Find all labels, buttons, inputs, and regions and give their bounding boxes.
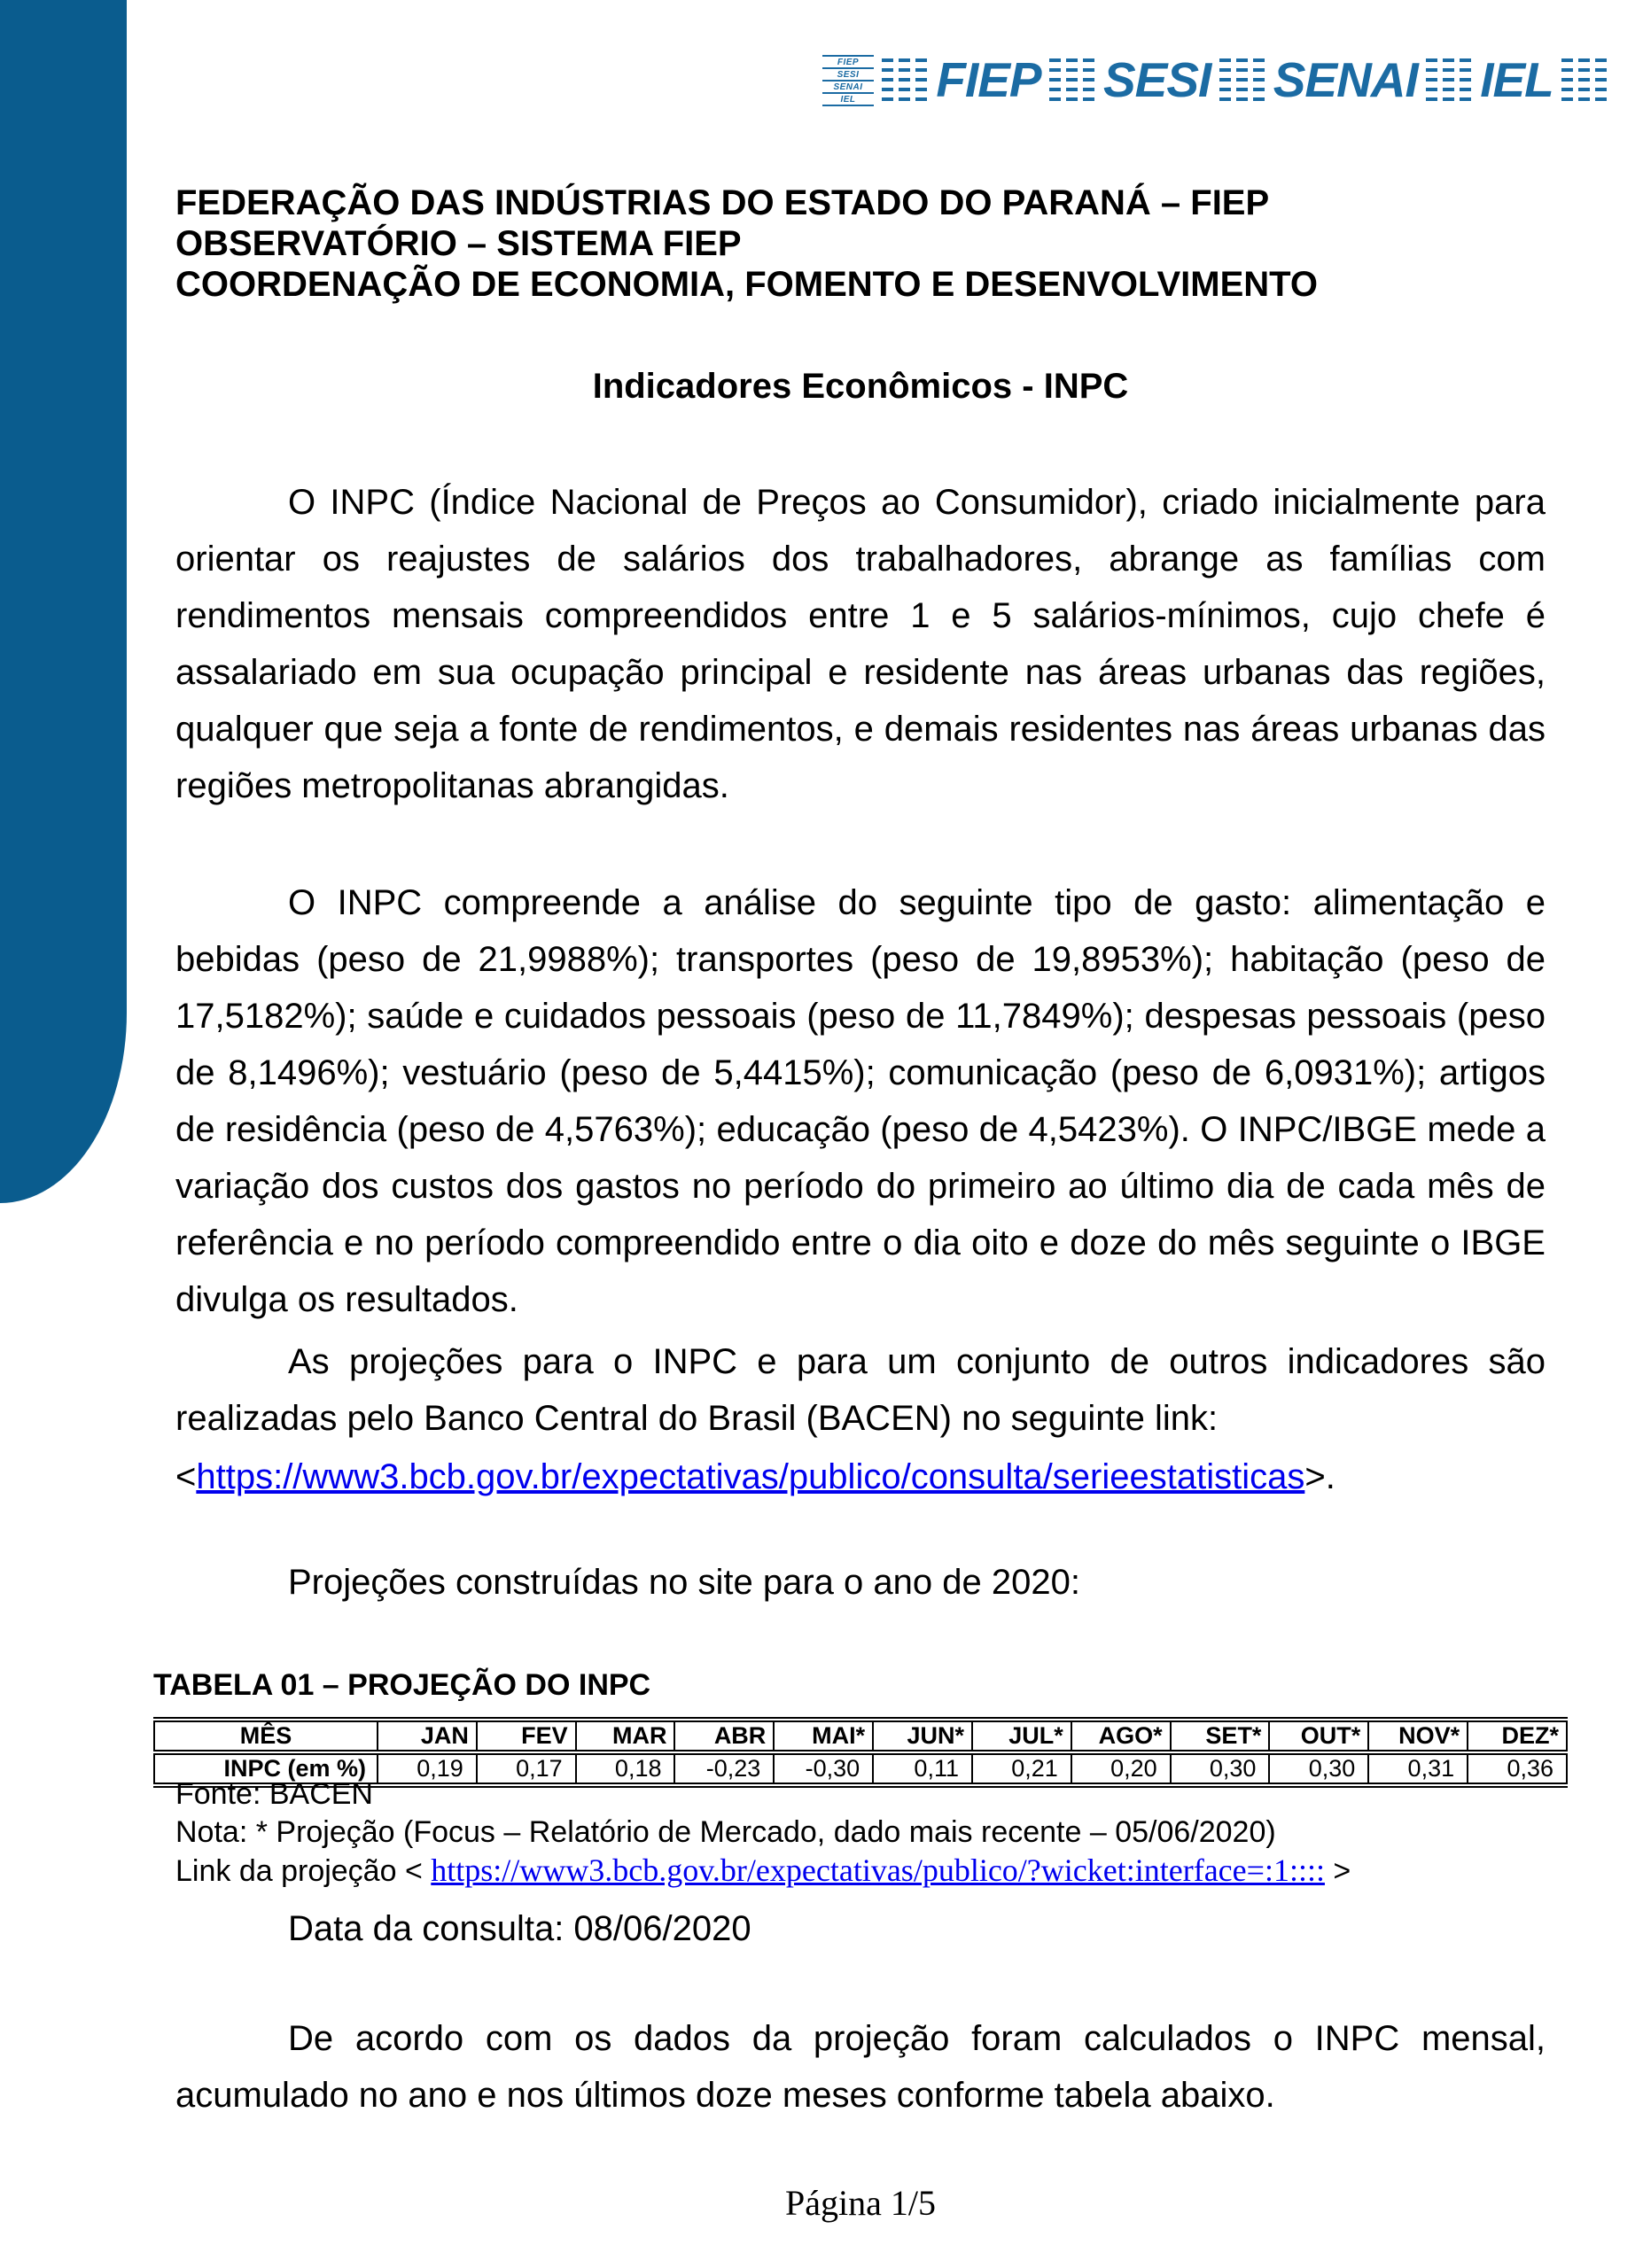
column-header-month: JUN* xyxy=(873,1720,972,1752)
logo-word-fiep: FIEP xyxy=(936,52,1041,107)
inpc-value: 0,17 xyxy=(477,1752,576,1785)
column-header-month: OUT* xyxy=(1269,1720,1368,1752)
table-header-row xyxy=(154,1720,1567,1752)
column-header-month: FEV xyxy=(477,1720,576,1752)
table-caption: TABELA 01 – PROJEÇÃO DO INPC xyxy=(153,1668,651,1702)
inpc-value: 0,11 xyxy=(873,1752,972,1785)
letterhead xyxy=(175,183,1546,305)
bacen-projection-link[interactable]: https://www3.bcb.gov.br/expectativas/publico/?wicket:interface=:1:::: xyxy=(431,1852,1325,1888)
column-header-month: SET* xyxy=(1171,1720,1270,1752)
fiep-system-logo xyxy=(822,52,1608,107)
inpc-value: 0,19 xyxy=(378,1752,477,1785)
dashes-icon xyxy=(1049,55,1095,106)
inpc-value: 0,21 xyxy=(972,1752,1071,1785)
letterhead-line-1: FEDERAÇÃO DAS INDÚSTRIAS DO ESTADO DO PARANÁ – FIEP xyxy=(175,183,1270,222)
inpc-value: -0,23 xyxy=(674,1752,774,1785)
row-label-inpc: INPC (em %) xyxy=(154,1752,378,1785)
projection-link-suffix: > xyxy=(1324,1854,1351,1888)
column-header-month: NOV* xyxy=(1368,1720,1468,1752)
dashes-icon xyxy=(882,55,928,106)
emblem-row-fiep: FIEP xyxy=(822,57,874,69)
paragraph-calculations: De acordo com os dados da projeção foram calculados o INPC mensal, acumulado no ano e nos últimos doze meses conforme tabela abaixo. xyxy=(175,2019,1546,2115)
page-title: Indicadores Econômicos - INPC xyxy=(592,367,1129,406)
column-header-mes: MÊS xyxy=(154,1720,378,1752)
inpc-value: 0,36 xyxy=(1468,1752,1567,1785)
bacen-series-link[interactable]: https://www3.bcb.gov.br/expectativas/publico/consulta/serieestatisticas xyxy=(196,1457,1305,1496)
logo-word-iel: IEL xyxy=(1480,52,1553,107)
source-line: Fonte: BACEN xyxy=(175,1777,373,1811)
column-header-month: DEZ* xyxy=(1468,1720,1567,1752)
letterhead-line-3: COORDENAÇÃO DE ECONOMIA, FOMENTO E DESENVOLVIMENTO xyxy=(175,265,1318,304)
inpc-value: -0,30 xyxy=(774,1752,873,1785)
inpc-value: 0,31 xyxy=(1368,1752,1468,1785)
bacen-link-line xyxy=(175,1456,1335,1497)
column-header-month: ABR xyxy=(674,1720,774,1752)
paragraph-inpc-weights: O INPC compreende a análise do seguinte tipo de gasto: alimentação e bebidas (peso de 21,9988%); transportes (peso de 19,8953%); habitação (peso de 17,5182%); saúde e cuidados pessoais (peso de 11,7849%); despesas pessoais (peso de 8,1496%); vestuário (peso de 5,4415%); comunicação (peso de 6,0931%); artigos de residência (peso de 4,5763%); educação (peso de 4,5423%). O INPC/IBGE mede a variação dos custos dos gastos no período do primeiro ao último dia de cada mês de referência e no período compreendido entre o dia oito e doze do mês seguinte o IBGE divulga os resultados. xyxy=(175,883,1546,1319)
dashes-icon xyxy=(1561,55,1608,106)
column-header-month: JUL* xyxy=(972,1720,1071,1752)
letterhead-line-2: OBSERVATÓRIO – SISTEMA FIEP xyxy=(175,224,742,263)
column-header-month: MAI* xyxy=(774,1720,873,1752)
logo-word-senai: SENAI xyxy=(1273,52,1418,107)
fiep-emblem xyxy=(822,55,874,106)
inpc-value: 0,30 xyxy=(1171,1752,1270,1785)
emblem-row-iel: IEL xyxy=(822,94,874,106)
page-number-footer: Página 1/5 xyxy=(785,2183,936,2223)
emblem-row-senai: SENAI xyxy=(822,82,874,94)
column-header-month: JAN xyxy=(378,1720,477,1752)
emblem-row-sesi: SESI xyxy=(822,69,874,82)
link-bracket-close: >. xyxy=(1304,1457,1335,1496)
inpc-value: 0,30 xyxy=(1269,1752,1368,1785)
projections-2020-line: Projeções construídas no site para o ano de 2020: xyxy=(288,1563,1080,1602)
logo-word-sesi: SESI xyxy=(1103,52,1211,107)
dashes-icon xyxy=(1219,55,1265,106)
projection-link-line xyxy=(175,1852,1593,1891)
column-header-month: AGO* xyxy=(1071,1720,1171,1752)
consultation-date-line: Data da consulta: 08/06/2020 xyxy=(288,1909,751,1948)
left-accent-bar xyxy=(0,0,127,1203)
paragraph-inpc-definition: O INPC (Índice Nacional de Preços ao Consumidor), criado inicialmente para orientar os reajustes de salários dos trabalhadores, abrange as famílias com rendimentos mensais compreendidos entre 1 e 5 salários-mínimos, cujo chefe é assalariado em sua ocupação principal e residente nas áreas urbanas das regiões, qualquer que seja a fonte de rendimentos, e demais residentes nas áreas urbanas das regiões metropolitanas abrangidas. xyxy=(175,483,1546,805)
dashes-icon xyxy=(1426,55,1472,106)
inpc-value: 0,20 xyxy=(1071,1752,1171,1785)
note-line: Nota: * Projeção (Focus – Relatório de Mercado, dado mais recente – 05/06/2020) xyxy=(175,1815,1276,1849)
inpc-value: 0,18 xyxy=(576,1752,675,1785)
link-bracket-open: < xyxy=(175,1457,197,1496)
projection-link-prefix: Link da projeção < xyxy=(175,1854,432,1888)
table-notes xyxy=(175,1775,1593,1891)
paragraph-projections: As projeções para o INPC e para um conjunto de outros indicadores são realizadas pelo Banco Central do Brasil (BACEN) no seguinte link: xyxy=(175,1342,1546,1438)
column-header-month: MAR xyxy=(576,1720,675,1752)
